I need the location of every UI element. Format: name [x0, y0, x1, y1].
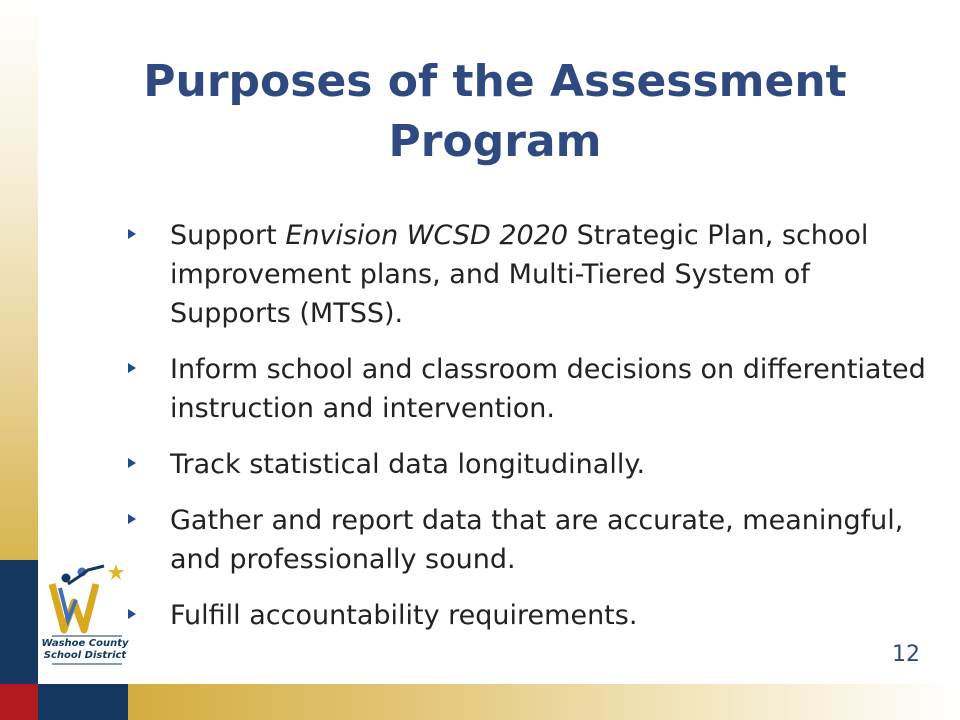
logo-line-2: School District — [43, 650, 127, 661]
bullet-item — [128, 445, 928, 484]
slide-title: Purposes of the Assessment Program — [143, 56, 847, 167]
logo-caption — [40, 638, 130, 662]
bullet-list — [128, 216, 928, 652]
logo-arm — [68, 566, 104, 584]
triangle-right-icon — [128, 229, 136, 239]
bottom-gradient-band — [128, 684, 960, 720]
bullet-item — [128, 350, 928, 428]
bullet-item — [128, 216, 928, 333]
bullet-text-post: Strategic Plan, school improvement plans, and Multi-Tiered System of Supports (MTSS). — [170, 220, 869, 329]
red-corner-block — [0, 684, 38, 720]
bullet-text: Gather and report data that are accurate, meaningful, and professionally sound. — [170, 505, 904, 575]
logo-line-1: Washoe County — [41, 638, 129, 649]
triangle-right-icon — [128, 514, 136, 524]
left-gradient-band — [0, 0, 38, 560]
bullet-text-emphasis: Envision WCSD 2020 — [285, 220, 569, 251]
triangle-right-icon — [128, 609, 136, 619]
bullet-item — [128, 501, 928, 579]
logo-figure-head — [62, 574, 71, 583]
bullet-item — [128, 596, 928, 635]
triangle-right-icon — [128, 363, 136, 373]
bullet-text: Track statistical data longitudinally. — [170, 449, 646, 480]
bullet-text-pre: Support — [170, 220, 286, 251]
bullet-text: Inform school and classroom decisions on differentiated instruction and intervention. — [170, 354, 926, 424]
navy-bottom-block — [38, 684, 128, 720]
navy-corner-block — [0, 560, 38, 684]
page-number: 12 — [892, 642, 920, 667]
bullet-text: Fulfill accountability requirements. — [170, 600, 638, 631]
triangle-right-icon — [128, 458, 136, 468]
star-icon — [108, 564, 124, 580]
